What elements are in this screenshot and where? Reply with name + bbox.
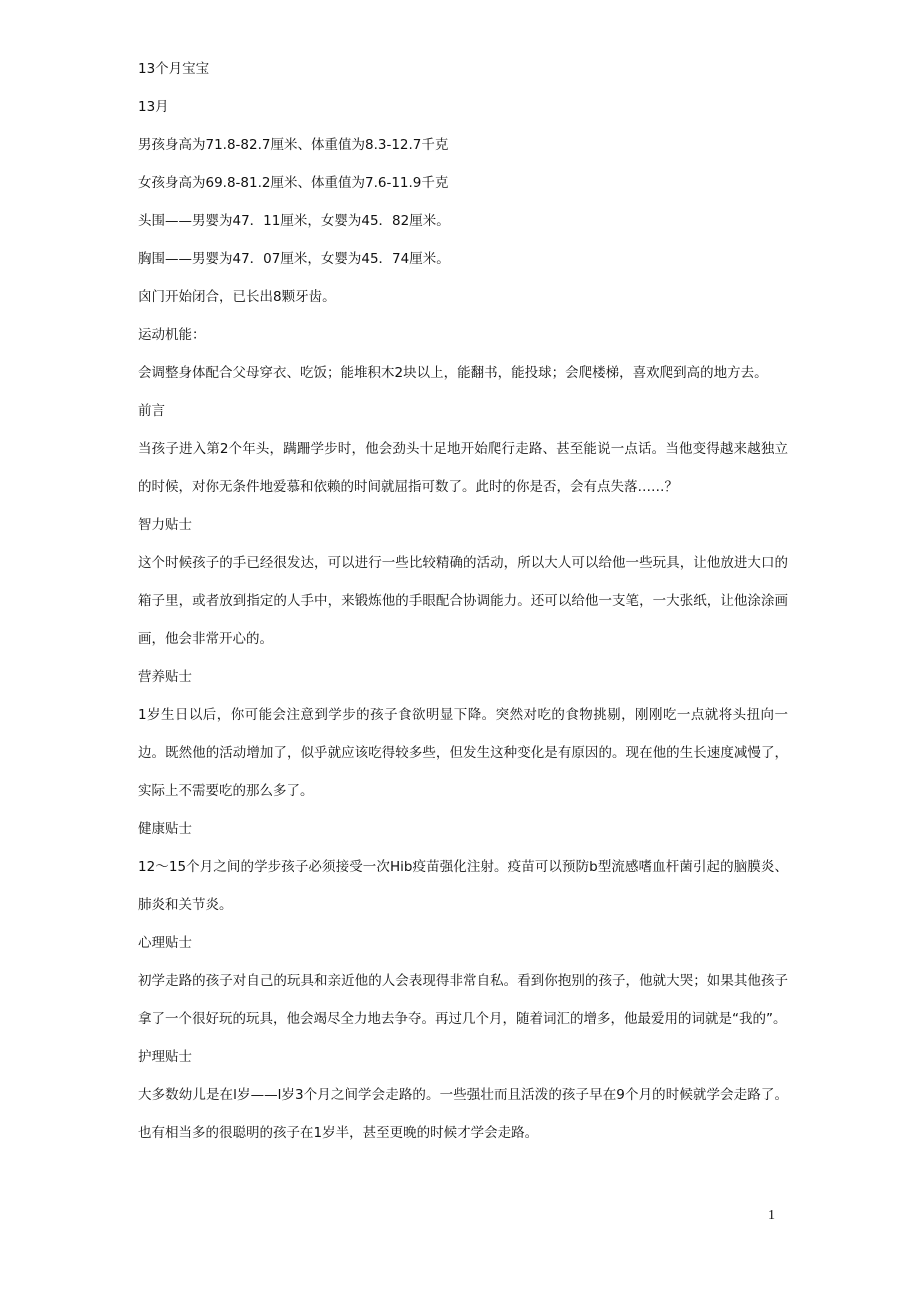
section-heading-motor: 运动机能： [138,327,206,343]
chest-circumference: 胸围——男婴为47．07厘米，女婴为45．74厘米。 [138,251,450,267]
section-heading-care: 护理贴士 [138,1049,192,1065]
section-heading-intelligence: 智力贴士 [138,517,192,533]
section-heading-nutrition: 营养贴士 [138,669,192,685]
section-body-motor: 会调整身体配合父母穿衣、吃饭；能堆积木2块以上，能翻书，能投球；会爬楼梯，喜欢爬到高的地方去。 [138,365,768,381]
section-body-nutrition: 1岁生日以后，你可能会注意到学步的孩子食欲明显下降。突然对吃的食物挑剔，刚刚吃一点就将头扭向一边。既然他的活动增加了，似乎就应该吃得较多些，但发生这种变化是有原因的。现在他的生长速度减慢了，实际上不需要吃的那么多了。 [138,707,788,799]
head-circumference: 头围——男婴为47．11厘米，女婴为45．82厘米。 [138,213,450,229]
section-heading-health: 健康贴士 [138,821,192,837]
girl-height-weight: 女孩身高为69.8-81.2厘米、体重值为7.6-11.9千克 [138,175,449,191]
page-number: 1 [768,1208,775,1223]
section-body-intelligence: 这个时候孩子的手已经很发达，可以进行一些比较精确的活动，所以大人可以给他一些玩具，让他放进大口的箱子里，或者放到指定的人手中，来锻炼他的手眼配合协调能力。还可以给他一支笔，一大张纸，让他涂涂画画，他会非常开心的。 [138,555,788,647]
section-heading-preface: 前言 [138,403,165,419]
section-body-health: 12～15个月之间的学步孩子必须接受一次Hib疫苗强化注射。疫苗可以预防b型流感嗜血杆菌引起的脑膜炎、肺炎和关节炎。 [138,859,788,913]
boy-height-weight: 男孩身高为71.8-82.7厘米、体重值为8.3-12.7千克 [138,137,449,153]
document-content [138,50,788,1152]
document-title: 13个月宝宝 [138,61,210,77]
section-heading-psychology: 心理贴士 [138,935,192,951]
month-label: 13月 [138,99,169,115]
section-body-care: 大多数幼儿是在l岁——l岁3个月之间学会走路的。一些强壮而且活泼的孩子早在9个月的时候就学会走路了。也有相当多的很聪明的孩子在1岁半，甚至更晚的时候才学会走路。 [138,1087,788,1141]
section-body-psychology: 初学走路的孩子对自己的玩具和亲近他的人会表现得非常自私。看到你抱别的孩子，他就大哭；如果其他孩子拿了一个很好玩的玩具，他会竭尽全力地去争夺。再过几个月，随着词汇的增多，他最爱用的词就是“我的”。 [138,973,788,1027]
fontanel-teeth: 囟门开始闭合，已长出8颗牙齿。 [138,289,336,305]
section-body-preface: 当孩子进入第2个年头，蹒跚学步时，他会劲头十足地开始爬行走路、甚至能说一点话。当他变得越来越独立的时候，对你无条件地爱慕和依赖的时间就屈指可数了。此时的你是否，会有点失落……？ [138,441,788,495]
